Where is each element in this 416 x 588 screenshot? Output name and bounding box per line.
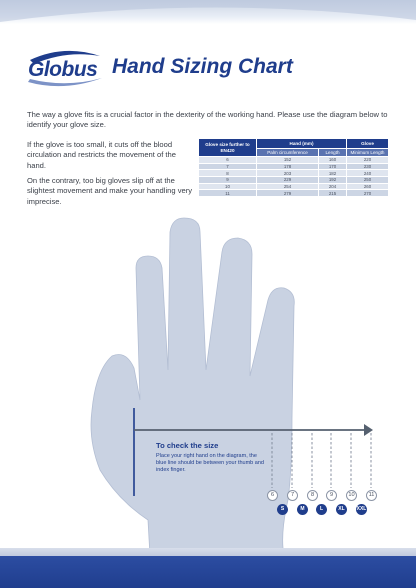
intro-text: The way a glove fits is a crucial factor in the dexterity of the working hand. Please use the diagram below to identify your glove size. — [27, 110, 388, 130]
check-size-title: To check the size — [156, 441, 219, 450]
size-badge-xxl: XXL — [356, 504, 367, 515]
scale-number-9: 9 — [326, 490, 337, 501]
table-cell: 182 — [319, 170, 347, 177]
table-cell: 203 — [257, 170, 319, 177]
logo-text: Globus — [28, 58, 98, 81]
table-cell: 250 — [347, 177, 389, 184]
table-cell: 279 — [257, 190, 319, 197]
table-cell: 152 — [257, 157, 319, 164]
table-cell: 11 — [199, 190, 257, 197]
too-small-paragraph: If the glove is too small, it cuts off the blood circulation and restricts the movement of the hand. — [27, 140, 176, 170]
table-cell: 260 — [347, 183, 389, 190]
col-group-glove: Glove — [347, 139, 389, 149]
too-big-paragraph: On the contrary, too big gloves slip off at the slightest movement and make your handling very imprecise. — [27, 176, 193, 206]
scale-number-6: 6 — [267, 490, 278, 501]
size-badge-l: L — [316, 504, 327, 515]
table-cell: 6 — [199, 157, 257, 164]
size-badge-xl: XL — [336, 504, 347, 515]
table-cell: 170 — [319, 163, 347, 170]
table-cell: 220 — [347, 157, 389, 164]
table-cell: 240 — [347, 170, 389, 177]
table-cell: 192 — [319, 177, 347, 184]
table-cell: 178 — [257, 163, 319, 170]
table-cell: 8 — [199, 170, 257, 177]
col-header-glove-size: Glove size further to EN420 — [199, 139, 257, 157]
scale-number-7: 7 — [287, 490, 298, 501]
scale-number-8: 8 — [307, 490, 318, 501]
table-cell: 270 — [347, 190, 389, 197]
size-badge-m: M — [297, 504, 308, 515]
table-cell: 230 — [347, 163, 389, 170]
check-size-instructions: Place your right hand on the diagram, the blue line should be between your thumb and index finger. — [156, 453, 264, 473]
table-cell: 160 — [319, 157, 347, 164]
measurement-arrowhead-icon — [364, 424, 373, 436]
table-cell: 204 — [319, 183, 347, 190]
col-header-palm: Palm circumference — [257, 149, 319, 157]
scale-number-10: 10 — [346, 490, 357, 501]
page-title: Hand Sizing Chart — [112, 55, 293, 78]
table-cell: 254 — [257, 183, 319, 190]
table-cell: 7 — [199, 163, 257, 170]
table-cell: 229 — [257, 177, 319, 184]
hand-silhouette — [91, 218, 294, 556]
col-header-min-length: Minimum Length — [347, 149, 389, 157]
col-header-length: Length — [319, 149, 347, 157]
scale-number-11: 11 — [366, 490, 377, 501]
bottom-decor-band — [0, 556, 416, 588]
table-cell: 9 — [199, 177, 257, 184]
col-group-hand: Hand (mm) — [257, 139, 347, 149]
size-badge-s: S — [277, 504, 288, 515]
table-cell: 215 — [319, 190, 347, 197]
table-cell: 10 — [199, 183, 257, 190]
